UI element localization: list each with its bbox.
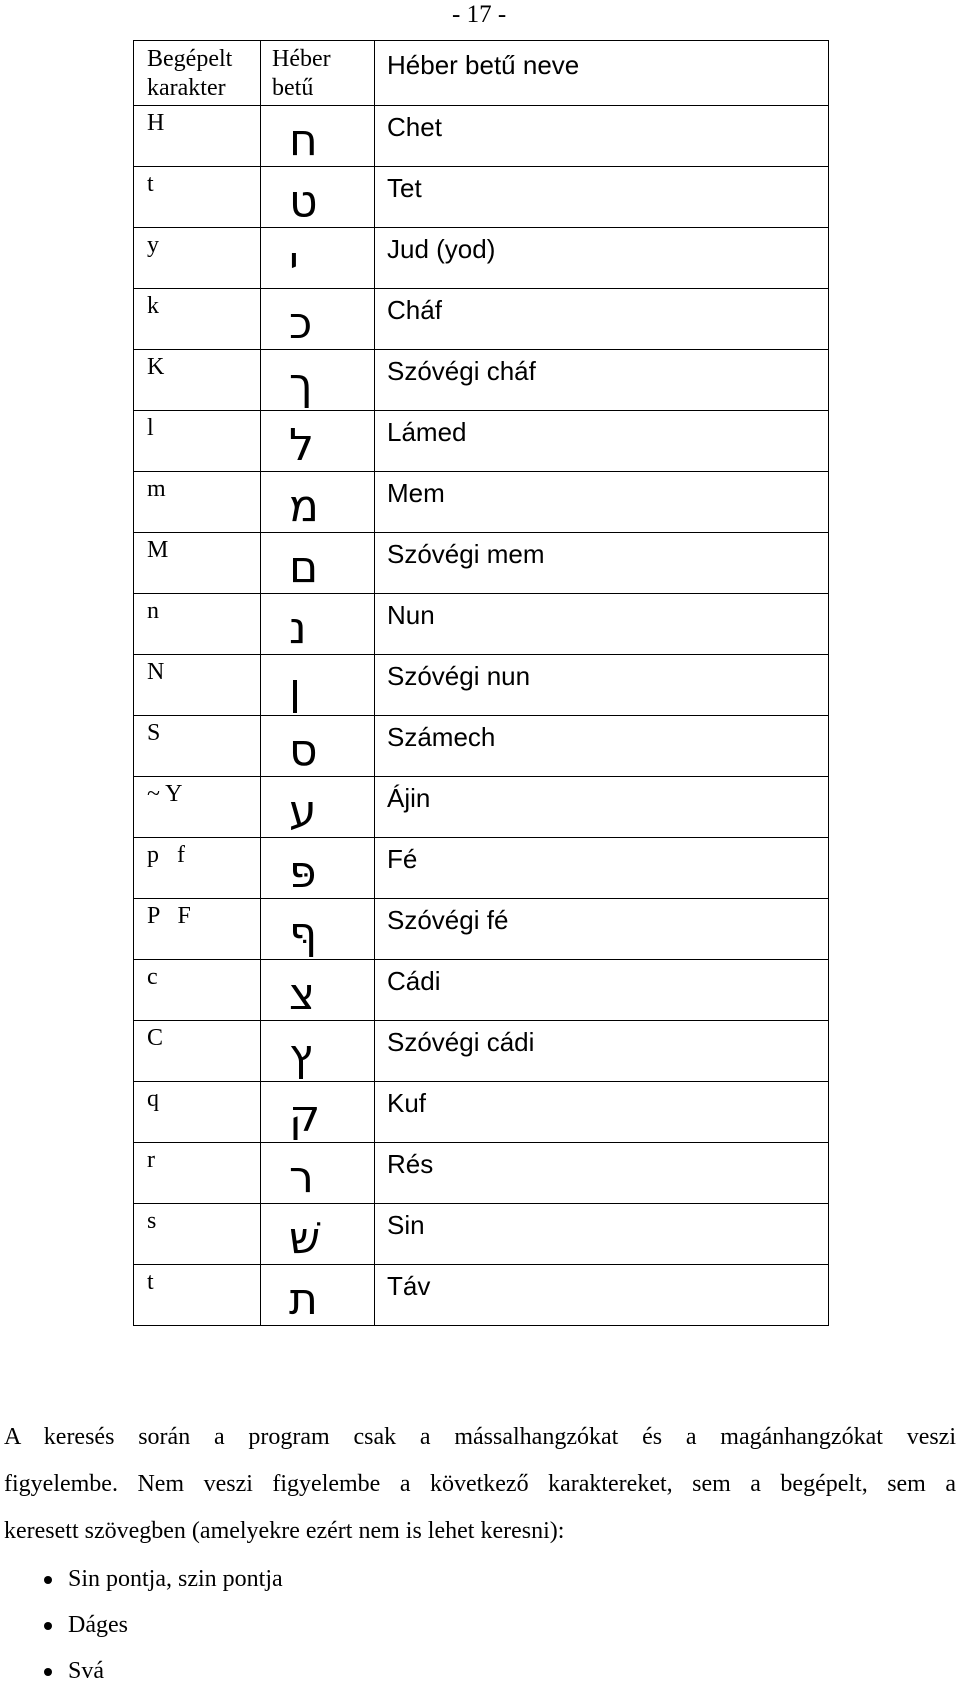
typed-character: P F [147,903,191,929]
page-number: - 17 - [452,1,507,28]
table-row [134,1082,829,1143]
hebrew-letter: ל [289,420,315,471]
typed-character: l [147,415,154,441]
hebrew-letter: מ [289,481,319,532]
hebrew-letter-cell [261,1265,375,1326]
header-hebrew-line-2: betű [272,75,314,101]
hebrew-letter: ק [289,1091,321,1142]
table-row [134,1021,829,1082]
typed-character: p f [147,842,185,868]
letter-name-cell [375,655,829,716]
letter-name: Tet [387,173,422,203]
typed-character: t [147,1269,154,1295]
typed-character-cell [134,594,261,655]
hebrew-letter: ן [289,664,301,715]
hebrew-letter-cell [261,411,375,472]
letter-name: Szóvégi mem [387,539,545,569]
header-typed-character [134,41,261,106]
hebrew-letter-cell [261,350,375,411]
letter-name-cell [375,594,829,655]
header-typed-line-2: karakter [147,75,226,101]
typed-character-cell [134,960,261,1021]
list-item [0,1556,283,1602]
hebrew-letter: ם [289,542,319,593]
paragraph-line-2: figyelembe. Nem veszi figyelembe a következő karaktereket, sem a begépelt, sem a [4,1471,956,1497]
letter-name-cell [375,350,829,411]
hebrew-letter-cell [261,594,375,655]
letter-name: Kuf [387,1088,427,1118]
letter-name: Számech [387,722,496,752]
header-hebrew-line-1: Héber [272,46,331,72]
typed-character-cell [134,350,261,411]
letter-name-cell [375,1143,829,1204]
letter-name-cell [375,716,829,777]
hebrew-letter: ר [289,1152,314,1203]
table-row [134,838,829,899]
list-item-text: Sin pontja, szin pontja [68,1566,283,1592]
hebrew-letter: ת [289,1274,318,1325]
typed-character: k [147,293,159,319]
list-item [0,1648,283,1694]
ignored-characters-list [0,1556,283,1694]
hebrew-letter-cell [261,899,375,960]
hebrew-letter-cell [261,533,375,594]
typed-character-cell [134,1021,261,1082]
hebrew-letter-cell [261,289,375,350]
letter-name: Fé [387,844,418,874]
paragraph-line-1: A keresés során a program csak a mássalhangzókat és a magánhangzókat veszi [4,1424,956,1450]
letter-name-cell [375,167,829,228]
table-row [134,167,829,228]
typed-character-cell [134,1204,261,1265]
hebrew-letter: פּ [289,847,317,898]
hebrew-letter: ףּ [289,908,318,959]
hebrew-letter: ט [289,176,318,227]
letter-name: Sin [387,1210,425,1240]
table-row [134,472,829,533]
table-row [134,411,829,472]
hebrew-letter-cell [261,1143,375,1204]
typed-character-cell [134,411,261,472]
table-row [134,1204,829,1265]
header-hebrew-letter [261,41,375,106]
hebrew-letter-cell [261,777,375,838]
letter-name: Lámed [387,417,467,447]
hebrew-letter-cell [261,228,375,289]
typed-character: s [147,1208,157,1234]
letter-name: Ájin [387,783,431,813]
typed-character: ~ Y [147,781,183,807]
header-letter-name-text: Héber betű neve [387,50,580,80]
typed-character-cell [134,1143,261,1204]
table-row [134,533,829,594]
typed-character-cell [134,1265,261,1326]
table-row [134,960,829,1021]
table-row [134,777,829,838]
typed-character-cell [134,533,261,594]
letter-name-cell [375,1082,829,1143]
hebrew-letter-cell [261,716,375,777]
letter-name: Szóvégi fé [387,905,509,935]
typed-character-cell [134,899,261,960]
bullet-icon [44,1668,52,1676]
letter-name: Szóvégi cádi [387,1027,535,1057]
hebrew-letter-cell [261,106,375,167]
typed-character: t [147,171,154,197]
letter-name-cell [375,228,829,289]
hebrew-letter-cell [261,960,375,1021]
typed-character: c [147,964,158,990]
typed-character-cell [134,777,261,838]
typed-character: N [147,659,165,685]
bullet-icon [44,1622,52,1630]
paragraph-line-3: keresett szövegben (amelyekre ezért nem is lehet keresni): [4,1518,565,1544]
table-header-row [134,41,829,106]
letter-name-cell [375,106,829,167]
hebrew-letter-cell [261,655,375,716]
table-row [134,1265,829,1326]
letter-name-cell [375,1021,829,1082]
letter-name-cell [375,838,829,899]
typed-character: y [147,232,159,258]
typed-character: n [147,598,159,624]
table-row [134,655,829,716]
list-item-text: Dáges [68,1612,128,1638]
letter-name: Mem [387,478,445,508]
hebrew-letter-cell [261,1021,375,1082]
table-row [134,594,829,655]
typed-character-cell [134,289,261,350]
table-row [134,1143,829,1204]
hebrew-letter: צ [289,969,316,1020]
typed-character: K [147,354,165,380]
table-row [134,289,829,350]
hebrew-letter: שׁ [289,1213,321,1264]
hebrew-letter: ץ [289,1030,313,1081]
table-row [134,106,829,167]
typed-character-cell [134,1082,261,1143]
letter-name: Rés [387,1149,434,1179]
letter-name-cell [375,411,829,472]
hebrew-letter-cell [261,472,375,533]
table-row [134,899,829,960]
letter-name: Nun [387,600,435,630]
table-row [134,716,829,777]
typed-character-cell [134,228,261,289]
typed-character: r [147,1147,155,1173]
letter-name-cell [375,777,829,838]
letter-name-cell [375,960,829,1021]
letter-name: Táv [387,1271,431,1301]
letter-name-cell [375,472,829,533]
bullet-icon [44,1576,52,1584]
hebrew-letter: י [289,237,299,288]
typed-character-cell [134,838,261,899]
hebrew-letter: ע [289,786,317,837]
typed-character: M [147,537,169,563]
letter-name-cell [375,1265,829,1326]
hebrew-letter: ס [289,725,318,776]
hebrew-letter: ך [289,359,313,410]
letter-name: Jud (yod) [387,234,496,264]
typed-character: S [147,720,161,746]
letter-name: Chet [387,112,442,142]
typed-character-cell [134,655,261,716]
letter-name-cell [375,533,829,594]
letter-name: Szóvégi nun [387,661,531,691]
typed-character: C [147,1025,164,1051]
typed-character-cell [134,472,261,533]
hebrew-letter-table [133,40,829,1326]
search-note-paragraph [4,1414,956,1555]
list-item [0,1602,283,1648]
hebrew-letter: ח [289,115,318,166]
typed-character-cell [134,167,261,228]
table-row [134,228,829,289]
hebrew-letter: כ [289,298,313,349]
list-item-text: Svá [68,1658,104,1684]
hebrew-letter: נ [289,603,307,654]
letter-name: Szóvégi cháf [387,356,536,386]
typed-character: m [147,476,166,502]
letter-name-cell [375,289,829,350]
letter-name-cell [375,899,829,960]
typed-character-cell [134,106,261,167]
hebrew-letter-cell [261,1204,375,1265]
hebrew-letter-cell [261,838,375,899]
typed-character: q [147,1086,159,1112]
letter-name: Cháf [387,295,442,325]
typed-character-cell [134,716,261,777]
hebrew-letter-cell [261,1082,375,1143]
letter-name: Cádi [387,966,441,996]
letter-name-cell [375,1204,829,1265]
header-typed-line-1: Begépelt [147,46,233,72]
typed-character: H [147,110,165,136]
table-row [134,350,829,411]
header-letter-name [375,41,829,106]
hebrew-letter-cell [261,167,375,228]
